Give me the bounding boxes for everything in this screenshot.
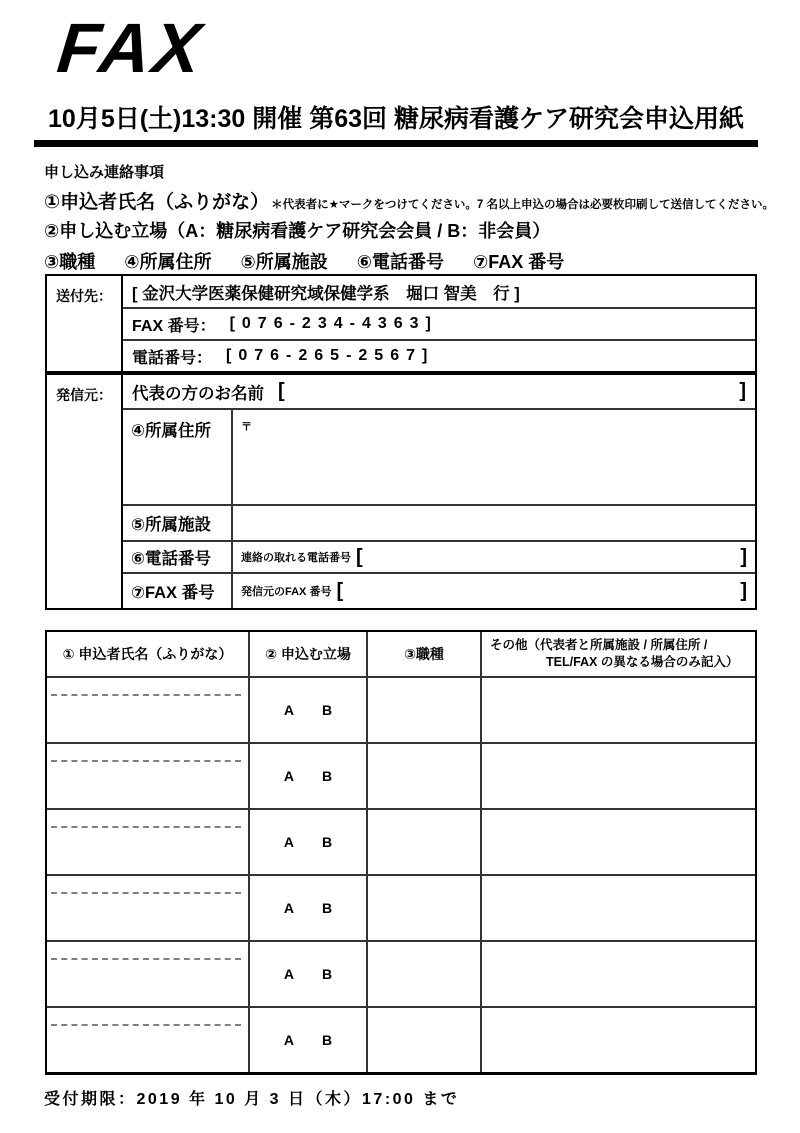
sender-address-label: ④所属住所 xyxy=(123,410,233,504)
deadline-footer: 受付期限：2019 年 10 月 3 日（木）17:00 まで xyxy=(44,1091,460,1108)
other-cell xyxy=(482,874,755,940)
sender-facility-label: ⑤所属施設 xyxy=(123,506,233,540)
contact-table xyxy=(45,274,757,610)
furigana-dashed-line xyxy=(51,760,241,762)
close-bracket: ] xyxy=(740,545,747,568)
sender-tel-note: 連絡の取れる電話番号 xyxy=(241,552,351,564)
occupation-cell xyxy=(368,874,482,940)
other-cell xyxy=(482,676,755,742)
instruction-item-1-label: ①申込者氏名（ふりがな） xyxy=(44,192,270,213)
send-to-tel-value: [076-265-2567] xyxy=(226,347,435,364)
send-to-label: 送付先： xyxy=(47,276,123,371)
option-a-label: A xyxy=(283,900,294,916)
fax-logo: FAX xyxy=(53,9,208,87)
instruction-item-1 xyxy=(44,187,774,214)
occupation-cell xyxy=(368,940,482,1006)
open-bracket: [ xyxy=(278,380,285,402)
furigana-dashed-line xyxy=(51,958,241,960)
option-a-label: A xyxy=(283,702,294,718)
sender-facility-row xyxy=(123,504,755,540)
applicant-name-cell xyxy=(47,742,250,808)
page-title: 10月5日(土)13:30 開催 第63回 糖尿病看護ケア研究会申込用紙 xyxy=(48,105,744,133)
instruction-item-3-fax: ⑦FAX 番号 xyxy=(473,252,565,272)
option-a-label: A xyxy=(283,1032,294,1048)
applicant-name-cell xyxy=(47,676,250,742)
instruction-item-3 xyxy=(44,248,760,274)
instruction-item-3-address: ④所属住所 xyxy=(124,252,212,272)
sender-facility-field xyxy=(233,506,755,540)
send-to-tel-label: 電話番号： xyxy=(132,349,213,367)
option-b-label: B xyxy=(322,966,333,982)
option-b-label: B xyxy=(322,834,333,850)
position-cell xyxy=(250,940,368,1006)
close-bracket: ] xyxy=(739,380,746,402)
sender-label: 発信元： xyxy=(47,375,123,608)
position-cell xyxy=(250,742,368,808)
close-bracket: ] xyxy=(740,579,747,602)
furigana-dashed-line xyxy=(51,694,241,696)
option-a-label: A xyxy=(283,834,294,850)
instructions-heading: 申し込み連絡事項 xyxy=(44,164,165,181)
title-underline xyxy=(34,140,758,147)
sender-fax-row xyxy=(123,572,755,608)
furigana-dashed-line xyxy=(51,1024,241,1026)
open-bracket: [ xyxy=(336,579,344,602)
header-applicant-name: ① 申込者氏名（ふりがな） xyxy=(47,632,250,676)
furigana-dashed-line xyxy=(51,892,241,894)
applicant-name-cell xyxy=(47,1006,250,1072)
sender-tel-label: ⑥電話番号 xyxy=(123,542,233,572)
representative-name-label: 代表の方のお名前 xyxy=(132,384,264,403)
applicant-name-cell xyxy=(47,874,250,940)
header-occupation: ③職種 xyxy=(368,632,482,676)
header-position: ② 申込む立場 xyxy=(250,632,368,676)
occupation-cell xyxy=(368,1006,482,1072)
other-cell xyxy=(482,1006,755,1072)
open-bracket: [ xyxy=(356,545,363,568)
option-b-label: B xyxy=(322,900,333,916)
option-b-label: B xyxy=(322,768,333,784)
send-to-fax-label: FAX 番号： xyxy=(132,317,216,335)
occupation-cell xyxy=(368,808,482,874)
sender-fax-field xyxy=(233,574,755,608)
other-cell xyxy=(482,808,755,874)
instruction-item-3-tel: ⑥電話番号 xyxy=(356,252,444,272)
option-b-label: B xyxy=(322,1032,333,1048)
sender-address-field xyxy=(233,410,755,504)
position-cell xyxy=(250,808,368,874)
furigana-dashed-line xyxy=(51,826,241,828)
instruction-item-2: ②申し込む立場（A：糖尿病看護ケア研究会会員 / B：非会員） xyxy=(44,221,551,241)
sender-fax-note: 発信元のFAX 番号 xyxy=(241,586,332,598)
position-cell xyxy=(250,676,368,742)
applicant-table xyxy=(45,630,757,1075)
recipient-row: [ 金沢大学医薬保健研究域保健学系 堀口 智美 行 ] xyxy=(132,284,520,303)
send-to-fax-value: [076-234-4363] xyxy=(229,315,438,332)
option-b-label: B xyxy=(322,702,333,718)
occupation-cell xyxy=(368,742,482,808)
option-a-label: A xyxy=(283,966,294,982)
send-to-section xyxy=(47,276,755,371)
instruction-item-1-note: ＊代表者に★マークをつけてください。7 名以上申込の場合は必要枚印刷して送信してください。 xyxy=(271,199,774,211)
sender-section xyxy=(47,375,755,608)
header-other-line2: TEL/FAX の異なる場合のみ記入） xyxy=(546,655,739,669)
header-other xyxy=(482,632,755,676)
header-other-line1: その他（代表者と所属施設 / 所属住所 / xyxy=(490,638,708,653)
position-cell xyxy=(250,1006,368,1072)
occupation-cell xyxy=(368,676,482,742)
sender-address-row xyxy=(123,408,755,504)
instruction-item-3-facility: ⑤所属施設 xyxy=(240,252,328,272)
option-a-label: A xyxy=(283,768,294,784)
other-cell xyxy=(482,742,755,808)
representative-name-row xyxy=(123,375,755,408)
send-to-tel-row xyxy=(123,339,755,371)
applicant-name-cell xyxy=(47,940,250,1006)
instructions-block xyxy=(44,161,774,274)
postal-mark: 〒 xyxy=(241,421,252,433)
instruction-item-3-occupation: ③職種 xyxy=(44,252,96,272)
sender-fax-label: ⑦FAX 番号 xyxy=(123,574,233,608)
applicant-name-cell xyxy=(47,808,250,874)
position-cell xyxy=(250,874,368,940)
send-to-fax-row xyxy=(123,307,755,339)
sender-tel-field xyxy=(233,542,755,572)
other-cell xyxy=(482,940,755,1006)
sender-tel-row xyxy=(123,540,755,572)
